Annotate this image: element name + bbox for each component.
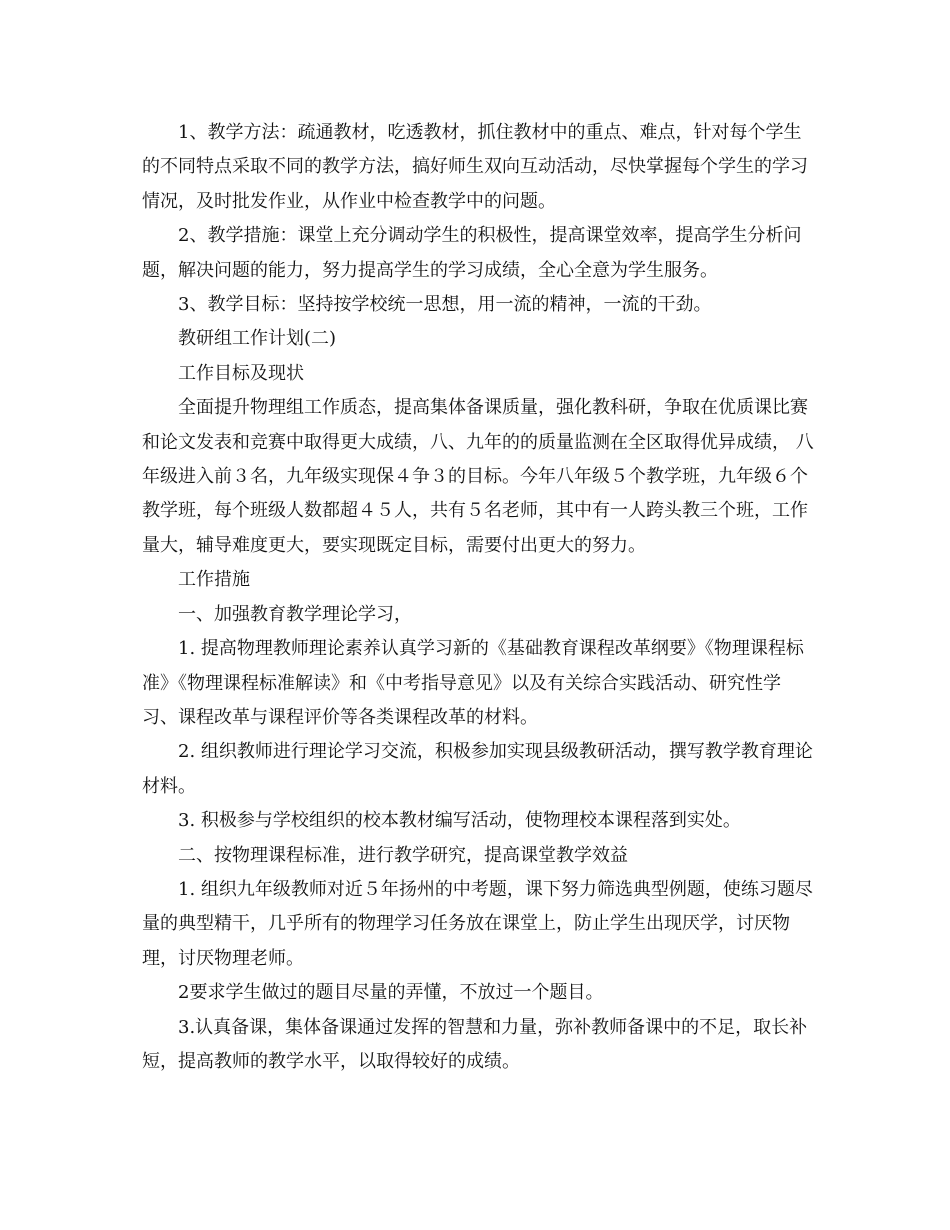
paragraph-teaching-measures: 2、教学措施：课堂上充分调动学生的积极性，提高课堂效率，提高学生分析问题，解决问题的能力，努力提高学生的学习成绩，全心全意为学生服务。 (142, 225, 802, 281)
list-item-theory-2: 2. 组织教师进行理论学习交流，积极参加实现县级教研活动，撰写教学教育理论材料。 (142, 741, 813, 797)
subheading-teaching-research: 二、按物理课程标准，进行教学研究，提高课堂教学效益 (178, 844, 628, 866)
list-item-theory-1: 1. 提高物理教师理论素养认真学习新的《基础教育课程改革纲要》《物理课程标准》《物理课程标准解读》和《中考指导意见》以及有关综合实践活动、研究性学习、课程改革与课程评价等各类课程改革的材料。 (142, 638, 804, 728)
paragraph-goals-status: 全面提升物理组工作质态，提高集体备课质量，强化教科研，争取在优质课比赛和论文发表和竞赛中取得更大成绩，八、九年的的质量监测在全区取得优异成绩， 八年级进入前３名，九年级实现保４争３的目标。今年八年级５个教学班，九年级６个教学班，每个班级人数都超４５人，共有５名老师，其中有一人跨头教三个班，工作量大，辅导难度更大，要实现既定目标，需要付出更大的努力。 (142, 397, 814, 556)
paragraph-teaching-method: 1、教学方法：疏通教材，吃透教材，抓住教材中的重点、难点，针对每个学生的不同特点采取不同的教学方法，搞好师生双向互动活动，尽快掌握每个学生的学习情况，及时批发作业，从作业中检查教学中的问题。 (142, 122, 808, 212)
list-item-research-2: 2要求学生做过的题目尽量的弄懂，不放过一个题目。 (178, 982, 604, 1004)
section-heading-work-measures: 工作措施 (178, 569, 250, 591)
list-item-theory-3: 3. 积极参与学校组织的校本教材编写活动，使物理校本课程落到实处。 (178, 810, 741, 832)
section-heading-goals-status: 工作目标及现状 (178, 362, 304, 384)
list-item-research-1: 1. 组织九年级教师对近５年扬州的中考题，课下努力筛选典型例题，使练习题尽量的典型精干，几乎所有的物理学习任务放在课堂上，防止学生出现厌学，讨厌物理，讨厌物理老师。 (142, 878, 813, 969)
section-title-plan-two: 教研组工作计划(二) (178, 328, 337, 350)
subheading-theory-study: 一、加强教育教学理论学习， (178, 603, 412, 625)
document-body (142, 116, 814, 1079)
paragraph-teaching-goals: 3、教学目标：坚持按学校统一思想，用一流的精神，一流的干劲。 (178, 294, 712, 316)
list-item-research-3: 3.认真备课，集体备课通过发挥的智慧和力量，弥补教师备课中的不足，取长补短，提高教师的教学水平，以取得较好的成绩。 (142, 1016, 808, 1072)
